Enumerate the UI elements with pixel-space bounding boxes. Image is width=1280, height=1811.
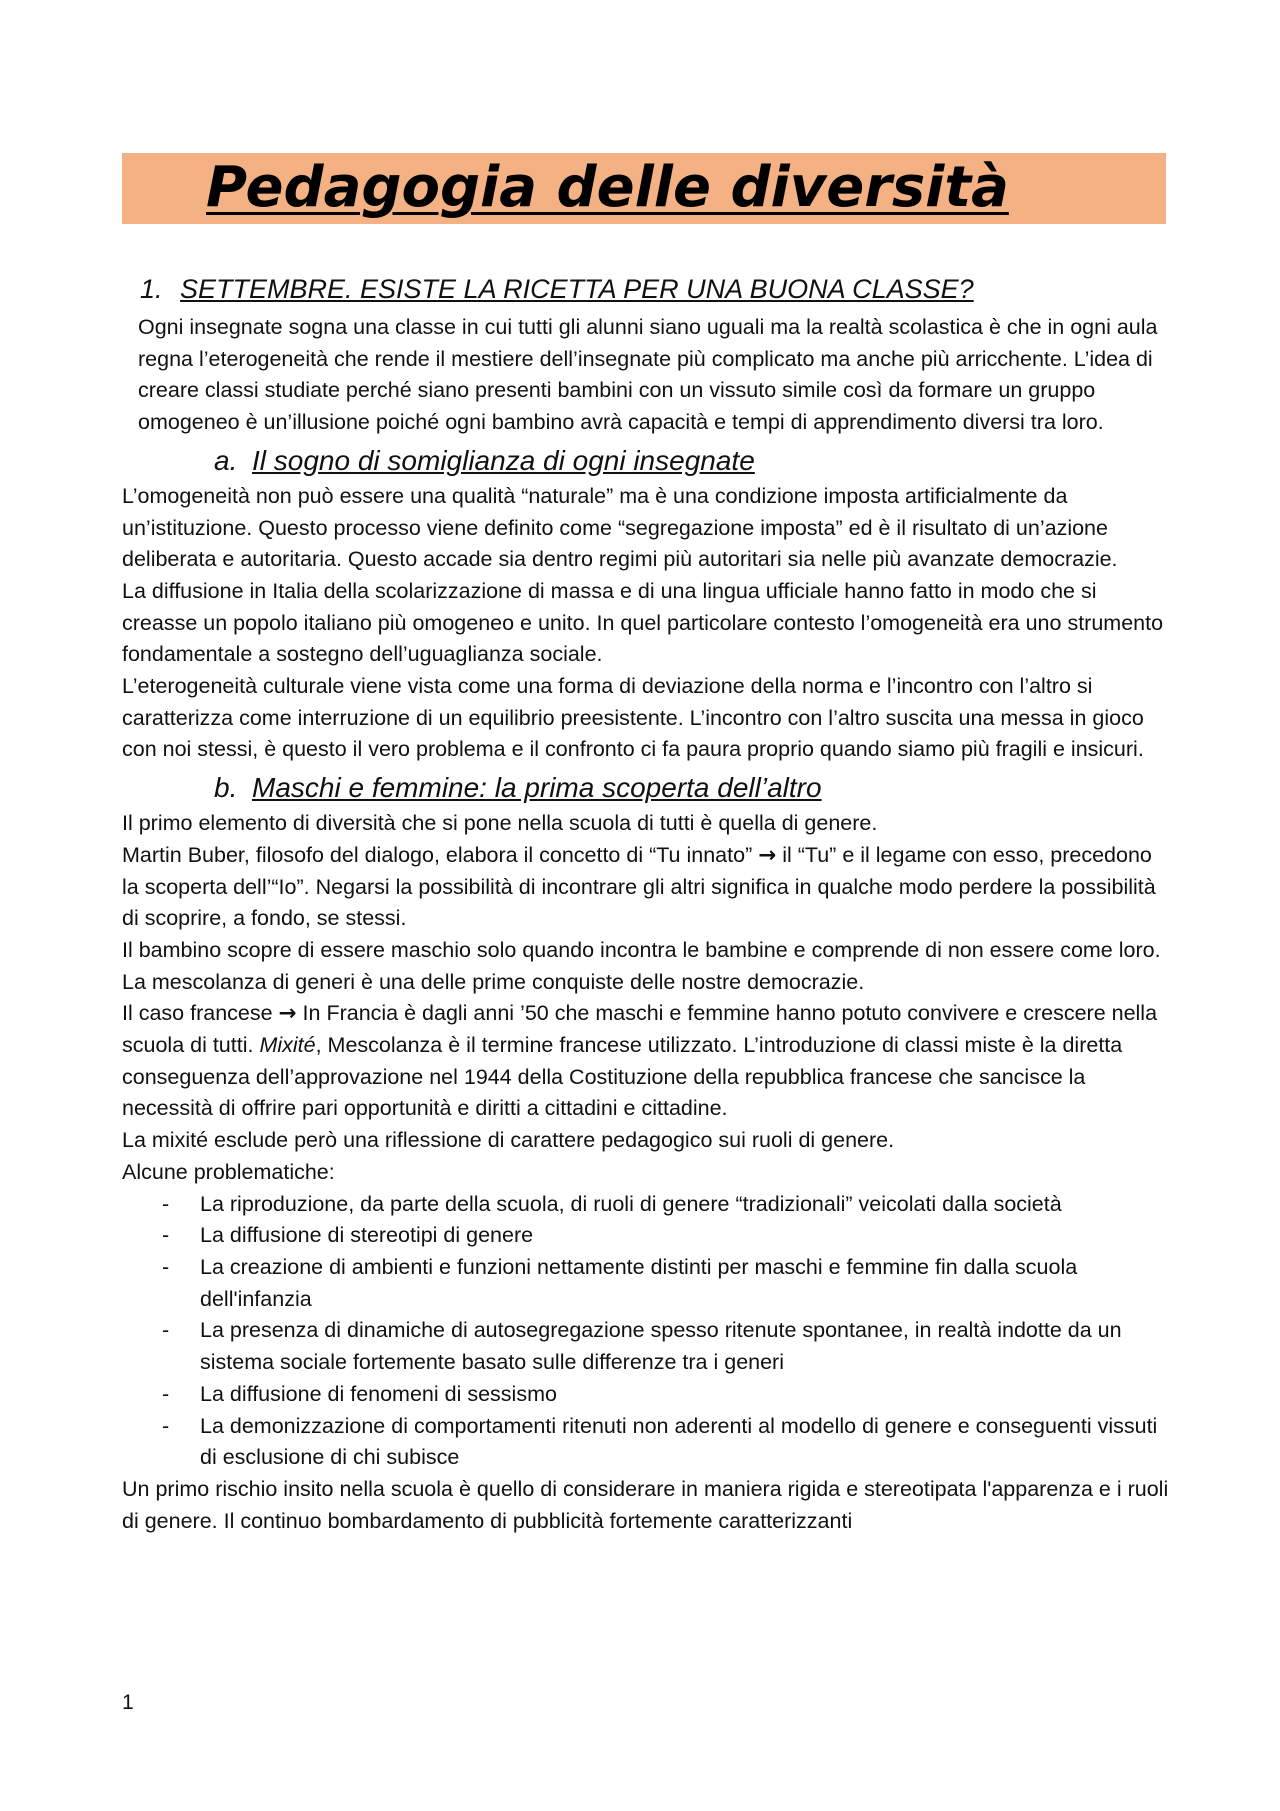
paragraph: La mescolanza di generi è una delle prime conquiste delle nostre democrazie. [122,969,865,994]
text-run: In Francia è dagli anni ’50 che maschi e femmine hanno potuto convivere e crescere nella scuola di tutti. [122,1001,1158,1058]
section-1-paragraph: Ogni insegnate sogna una classe in cui tutti gli alunni siano uguali ma la realtà scolastica è che in ogni aula regna l’eterogeneità che rende il mestiere dell’insegnate più complicato ma anche più arricchente. L’idea di creare classi studiate perché siano presenti bambini con un vissuto simile così da formare un gruppo omogeneo è un’illusione poiché ogni bambino avrà capacità e tempi di apprendimento diversi tra loro. [138,315,1158,435]
paragraph-buber [122,840,1172,935]
paragraph: Alcune problematiche: [122,1159,335,1184]
list-item-text: La creazione di ambienti e funzioni nettamente distinti per maschi e femmine fin dalla scuola dell'infanzia [200,1254,1078,1311]
text-run: Martin Buber, filosofo del dialogo, elabora il concetto di “Tu innato” [122,842,753,867]
section-heading-text: SETTEMBRE. ESISTE LA RICETTA PER UNA BUONA CLASSE? [180,274,974,304]
problem-list [122,1189,1172,1474]
arrow-right-icon: → [278,1001,297,1027]
list-dash: - [162,1413,170,1438]
list-item-text: La diffusione di fenomeni di sessismo [200,1381,557,1406]
document-body [122,266,1172,1537]
list-dash: - [162,1318,170,1343]
paragraph: Il bambino scopre di essere maschio solo quando incontra le bambine e comprende di non essere come loro. [122,937,1161,962]
list-item-text: La diffusione di stereotipi di genere [200,1223,534,1248]
section-heading-1 [140,266,1172,312]
paragraph: L’omogeneità non può essere una qualità “naturale” ma è una condizione imposta artificialmente da un’istituzione. Questo processo viene definito come “segregazione imposta” ed è il risultato di un’azione deliberata e autoritaria. Questo accade sia dentro regimi più autoritari sia nelle più avanzate democrazie. [122,483,1118,572]
paragraph: Il primo elemento di diversità che si pone nella scuola di tutti è quella di genere. [122,811,878,836]
paragraph: L’eterogeneità culturale viene vista come una forma di deviazione della norma e l’incontro con l’altro si caratterizza come interruzione di un equilibrio preesistente. L’incontro con l’altro suscita una messa in gioco con noi stessi, è questo il vero problema e il confronto ci fa paura proprio quando siamo più fragili e insicuri. [122,674,1144,762]
list-dash: - [162,1381,170,1406]
paragraph: Un primo rischio insito nella scuola è quello di considerare in maniera rigida e stereotipata l'apparenza e i ruoli di genere. Il continuo bombardamento di pubblicità fortemente caratterizzanti [122,1476,1169,1533]
list-item [122,1379,1172,1411]
paragraph: La diffusione in Italia della scolarizzazione di massa e di una lingua ufficiale hanno fatto in modo che si creasse un popolo italiano più omogeneo e unito. In quel particolare contesto l’omogeneità era uno strumento fondamentale a sostegno dell’uguaglianza sociale. [122,578,1164,667]
subheading-letter: b. [214,772,238,804]
subheading-text: Il sogno di somiglianza di ogni insegnate [252,444,755,476]
subheading-b [214,768,1172,808]
text-run: il “Tu” e il legame con esso, precedono la scoperta dell’“Io”. Negarsi la possibilità di incontrare gli altri significa in qualche modo perdere la possibilità di scoprire, a fondo, se stessi. [122,842,1156,931]
list-dash: - [162,1254,170,1279]
list-item-text: La demonizzazione di comportamenti ritenuti non aderenti al modello di genere e conseguenti vissuti di esclusione di chi subisce [200,1413,1158,1470]
subheading-a [214,441,1172,481]
list-dash: - [162,1191,170,1216]
text-run: , Mescolanza è il termine francese utilizzato. L’introduzione di classi miste è la diretta conseguenza dell’approvazione nel 1944 della Costituzione della repubblica francese che sancisce la necessità di offrire pari opportunità e diritti a cittadini e cittadine. [122,1033,1123,1121]
list-item [122,1315,1172,1378]
subheading-letter: a. [214,444,238,476]
section-number: 1. [140,274,163,304]
text-run: Il caso francese [122,1001,279,1026]
list-dash: - [162,1223,170,1248]
arrow-right-icon: → [758,842,777,868]
paragraph: La mixité esclude però una riflessione di carattere pedagogico sui ruoli di genere. [122,1128,895,1153]
list-item [122,1252,1172,1315]
list-item [122,1220,1172,1252]
list-item [122,1411,1172,1474]
subheading-text: Maschi e femmine: la prima scoperta dell’altro [252,772,822,804]
list-item-text: La riproduzione, da parte della scuola, di ruoli di genere “tradizionali” veicolati dalla società [200,1191,1062,1216]
list-item-text: La presenza di dinamiche di autosegregazione spesso ritenute spontanee, in realtà indotte da un sistema sociale fortemente basato sulle differenze tra i generi [200,1318,1122,1375]
page-title: Pedagogia delle diversità [206,155,1009,220]
paragraph-caso-francese [122,998,1172,1125]
italic-term: Mixité [259,1033,316,1058]
page-number: 1 [122,1691,134,1714]
list-item [122,1189,1172,1221]
